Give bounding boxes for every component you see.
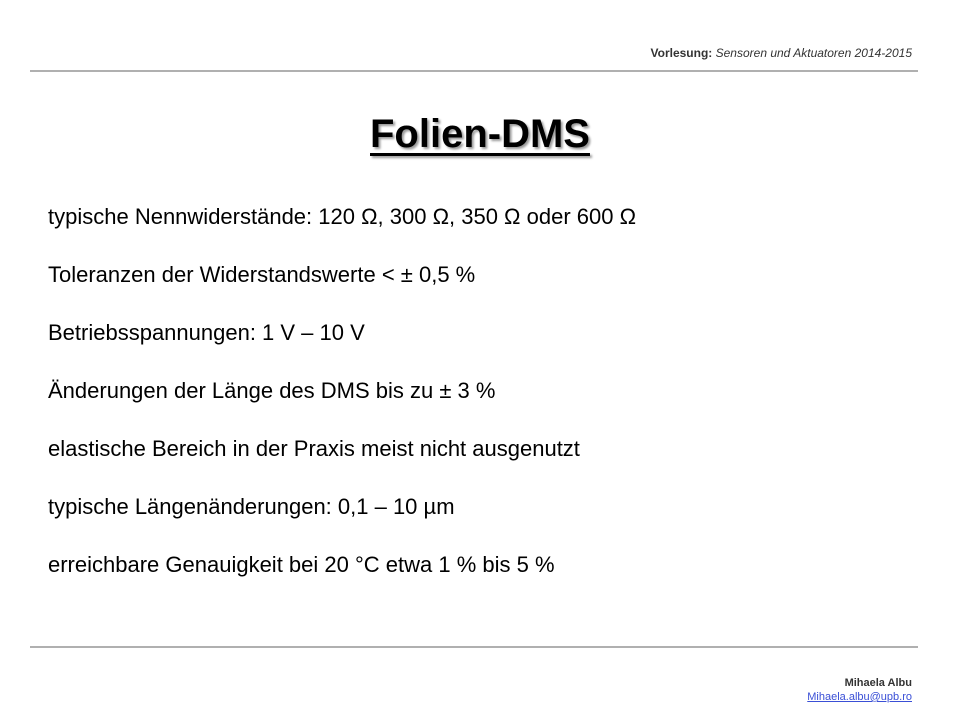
top-divider	[30, 70, 918, 72]
slide-title: Folien-DMS	[370, 112, 590, 156]
list-item: Betriebsspannungen: 1 V – 10 V	[48, 320, 365, 345]
lecture-label: Vorlesung:	[650, 46, 713, 60]
author-email-link[interactable]: Mihaela.albu@upb.ro	[807, 691, 912, 703]
list-item: erreichbare Genauigkeit bei 20 °C etwa 1 % bis 5 %	[48, 552, 555, 577]
course-name: Sensoren und Aktuatoren 2014-2015	[715, 46, 912, 60]
list-item: elastische Bereich in der Praxis meist nicht ausgenutzt	[48, 436, 580, 461]
content-list	[48, 197, 636, 603]
list-item: Änderungen der Länge des DMS bis zu ± 3 %	[48, 378, 496, 403]
bottom-divider	[30, 646, 918, 648]
list-item: Toleranzen der Widerstandswerte < ± 0,5 %	[48, 262, 476, 287]
author-name: Mihaela Albu	[844, 677, 912, 689]
course-header	[651, 46, 913, 60]
list-item: typische Nennwiderstände: 120 Ω, 300 Ω, 350 Ω oder 600 Ω	[48, 204, 637, 229]
author-footer	[807, 676, 912, 704]
list-item: typische Längenänderungen: 0,1 – 10 µm	[48, 494, 455, 519]
